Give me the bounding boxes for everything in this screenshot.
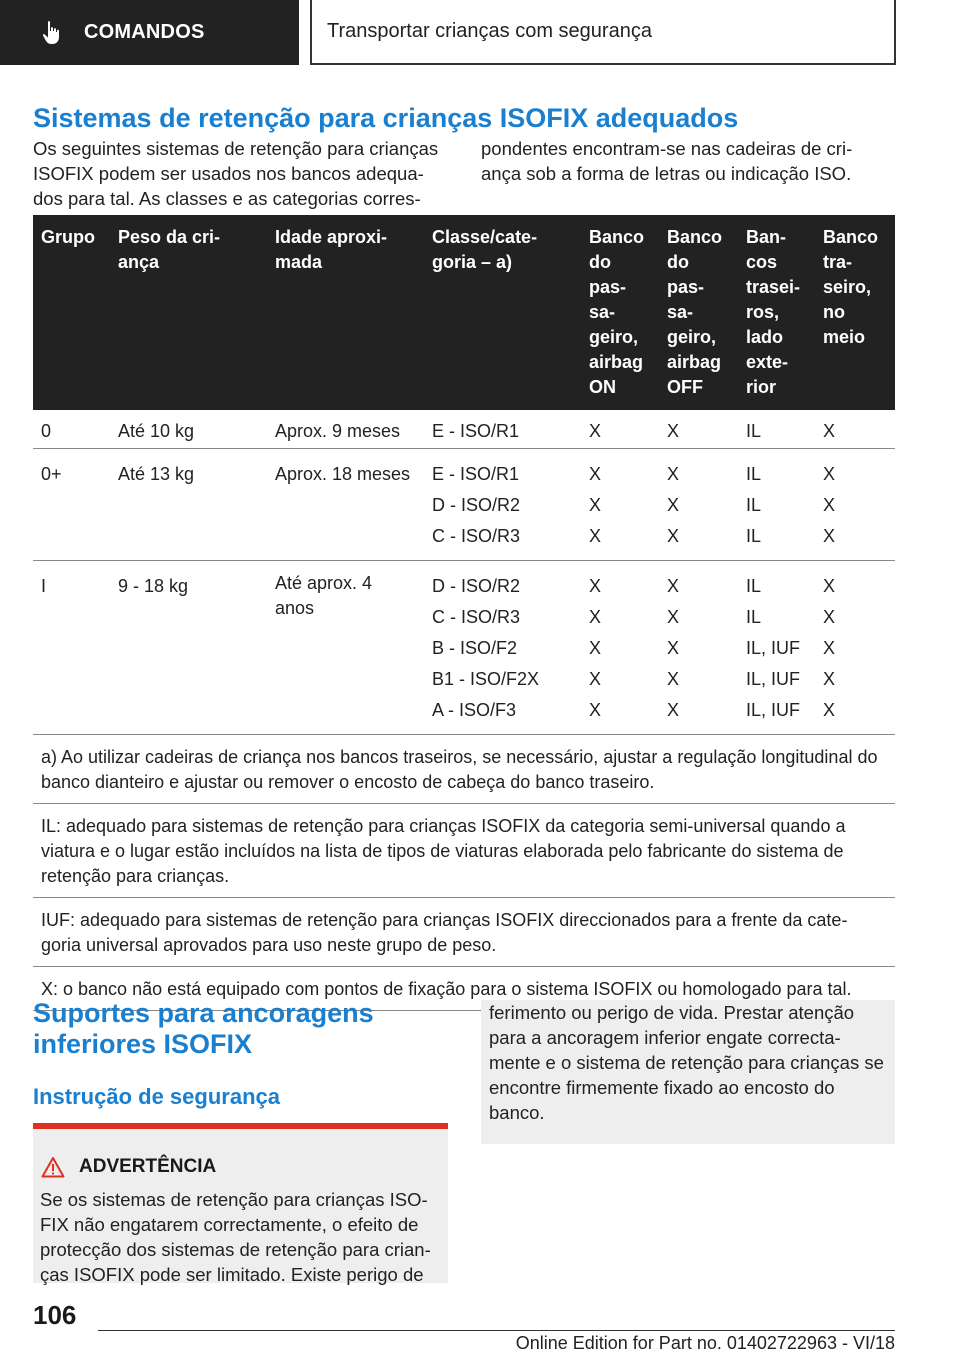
chapter-title: Transportar crianças com segurança — [327, 20, 652, 42]
cell-value: X — [589, 421, 602, 441]
cell-value: X — [823, 526, 836, 546]
cell-value: D - ISO/R2 — [432, 576, 521, 596]
table-note: a) Ao utilizar cadeiras de criança nos bancos traseiros, se necessário, ajustar a regulação longitudinal do banco dianteiro e ajustar ou remover o encosto de cabeça do banco traseiro. — [33, 735, 895, 804]
table-row — [33, 410, 895, 449]
column-header: Classe/cate- goria – a) — [424, 215, 581, 410]
cell-value: IL, IUF — [746, 669, 801, 689]
table-row — [33, 561, 895, 735]
cell-value: X — [667, 526, 680, 546]
cell-rear-outer — [738, 449, 815, 561]
column-header: Grupo — [33, 215, 110, 410]
page-number: 106 — [33, 1300, 77, 1330]
cell-airbag-off — [659, 449, 738, 561]
cell-classe — [424, 561, 581, 735]
warning-continuation-box — [481, 1000, 895, 1144]
cell-value: X — [667, 576, 680, 596]
cell-grupo: I — [33, 561, 110, 735]
cell-peso: Até 10 kg — [110, 410, 267, 449]
hand-pointer-icon — [40, 20, 64, 46]
column-header: Ban- cos trasei- ros, lado exte- rior — [738, 215, 815, 410]
cell-value: X — [589, 607, 602, 627]
table-note-row — [33, 898, 895, 967]
cell-value: E - ISO/R1 — [432, 464, 520, 484]
footer-edition: Online Edition for Part no. 01402722963 - VI/18 — [515, 1333, 895, 1353]
table-note-row — [33, 804, 895, 898]
cell-value: A - ISO/F3 — [432, 700, 517, 720]
cell-value: IL, IUF — [746, 700, 801, 720]
table-note-row — [33, 735, 895, 804]
section-subheading: Instrução de segurança — [33, 1084, 280, 1109]
cell-value: X — [823, 576, 836, 596]
cell-peso: 9 - 18 kg — [110, 561, 267, 735]
cell-value: IL — [746, 495, 762, 515]
header-section-tab — [0, 0, 299, 65]
cell-value: C - ISO/R3 — [432, 607, 521, 627]
warning-text: Se os sistemas de retenção para crianças ISO- FIX não engatarem correctamente, o efeito de protecção dos sistemas de retenção para crian- ças ISOFIX pode ser limitado. Existe perigo de — [40, 1189, 431, 1285]
cell-value: X — [667, 669, 680, 689]
section-label: COMANDOS — [84, 21, 205, 43]
cell-value: X — [667, 421, 680, 441]
footer-divider — [98, 1330, 895, 1331]
cell-value: X — [823, 700, 836, 720]
cell-value: X — [823, 421, 836, 441]
table-note: X: o banco não está equipado com pontos de fixação para o sistema ISOFIX ou homologado para tal. — [33, 967, 895, 1011]
cell-value: B1 - ISO/F2X — [432, 669, 540, 689]
table-note: IUF: adequado para sistemas de retenção para crianças ISOFIX direccionados para a frente da cate- goria universal aprovados para uso neste grupo de peso. — [33, 898, 895, 967]
cell-rear-outer — [738, 561, 815, 735]
chapter-title-box — [310, 0, 896, 65]
cell-value: X — [589, 638, 602, 658]
cell-value: X — [823, 607, 836, 627]
column-header: Idade aproxi- mada — [267, 215, 424, 410]
cell-classe — [424, 410, 581, 449]
cell-value: D - ISO/R2 — [432, 495, 521, 515]
cell-value: IL — [746, 526, 762, 546]
section-heading: Suportes para ancoragens inferiores ISOFIX — [33, 998, 374, 1059]
cell-value: C - ISO/R3 — [432, 526, 521, 546]
cell-value: X — [823, 495, 836, 515]
cell-rear-outer — [738, 410, 815, 449]
cell-airbag-on — [581, 449, 659, 561]
cell-value: X — [589, 495, 602, 515]
column-header: Banco do pas- sa- geiro, airbag OFF — [659, 215, 738, 410]
cell-airbag-on — [581, 561, 659, 735]
cell-value: X — [667, 638, 680, 658]
warning-title: ADVERTÊNCIA — [79, 1156, 217, 1177]
warning-box — [33, 1123, 448, 1283]
cell-idade: Até aprox. 4 anos — [267, 561, 424, 735]
cell-rear-middle — [815, 449, 895, 561]
cell-value: X — [589, 700, 602, 720]
cell-value: IL — [746, 421, 762, 441]
cell-airbag-on — [581, 410, 659, 449]
cell-value: IL, IUF — [746, 638, 801, 658]
cell-value: X — [667, 607, 680, 627]
column-header: Banco do pas- sa- geiro, airbag ON — [581, 215, 659, 410]
cell-value: X — [823, 638, 836, 658]
cell-value: X — [823, 464, 836, 484]
cell-idade: Aprox. 18 meses — [267, 449, 424, 561]
cell-rear-middle — [815, 561, 895, 735]
cell-grupo: 0 — [33, 410, 110, 449]
warning-triangle-icon — [41, 1156, 65, 1178]
column-header: Peso da cri- ança — [110, 215, 267, 410]
cell-value: X — [589, 464, 602, 484]
cell-grupo: 0+ — [33, 449, 110, 561]
cell-value: X — [823, 669, 836, 689]
cell-value: X — [589, 576, 602, 596]
table-note: IL: adequado para sistemas de retenção para crianças ISOFIX da categoria semi-universal quando a viatura e o lugar estão incluídos na lista de tipos de viaturas elaborada pelo fabricante do sistema de retenção para crianças. — [33, 804, 895, 898]
cell-peso: Até 13 kg — [110, 449, 267, 561]
cell-classe — [424, 449, 581, 561]
cell-rear-middle — [815, 410, 895, 449]
table-header-row — [33, 215, 895, 410]
cell-airbag-off — [659, 410, 738, 449]
intro-left-column: Os seguintes sistemas de retenção para crianças ISOFIX podem ser usados nos bancos adequa- dos para tal. As classes e as categorias corres- — [33, 138, 439, 209]
warning-continuation-text: ferimento ou perigo de vida. Prestar atenção para a ancoragem inferior engate correcta- mente e o sistema de retenção para crianças se encontre firmemente fixado ao encosto do banco. — [489, 1002, 884, 1123]
intro-right-column: pondentes encontram-se nas cadeiras de cri- ança sob a forma de letras ou indicação ISO. — [481, 138, 853, 184]
cell-idade: Aprox. 9 meses — [267, 410, 424, 449]
cell-value: B - ISO/F2 — [432, 638, 518, 658]
cell-value: X — [667, 700, 680, 720]
cell-value: E - ISO/R1 — [432, 421, 520, 441]
cell-value: X — [667, 464, 680, 484]
cell-value: X — [589, 526, 602, 546]
column-header: Banco tra- seiro, no meio — [815, 215, 895, 410]
cell-value: IL — [746, 576, 762, 596]
warning-header — [41, 1156, 216, 1178]
isofix-table — [33, 215, 895, 1011]
cell-value: IL — [746, 464, 762, 484]
page-title: Sistemas de retenção para crianças ISOFIX adequados — [33, 103, 739, 133]
table-row — [33, 449, 895, 561]
cell-airbag-off — [659, 561, 738, 735]
cell-value: IL — [746, 607, 762, 627]
cell-value: X — [667, 495, 680, 515]
cell-value: X — [589, 669, 602, 689]
